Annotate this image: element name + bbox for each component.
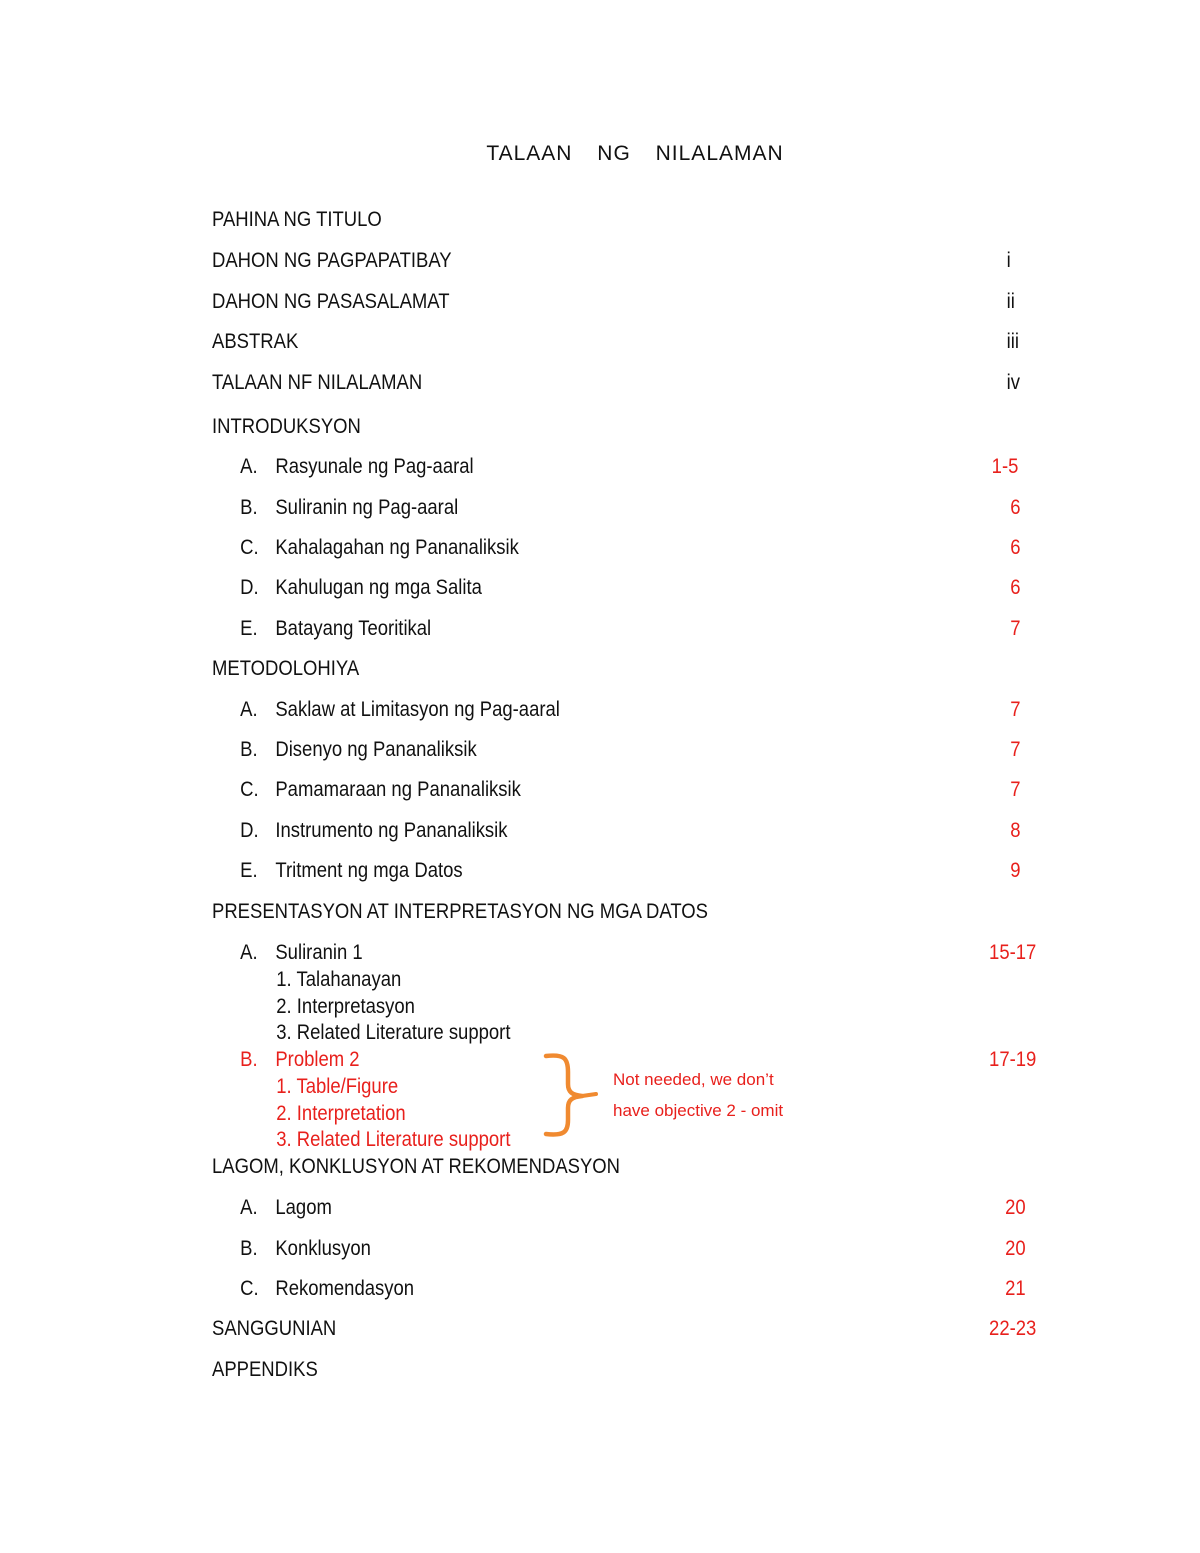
entry-label: TALAAN NF NILALAMAN: [212, 371, 423, 394]
toc-subsubentry-struck: 3. Related Literature support: [276, 1128, 511, 1151]
toc-subsubentry-struck: 2. Interpretation: [276, 1102, 406, 1125]
entry-page: ii: [1006, 290, 1015, 313]
annotation-note-line: Not needed, we don’t: [613, 1070, 774, 1089]
section-heading: LAGOM, KONKLUSYON AT REKOMENDASYON: [212, 1155, 621, 1178]
entry-page: iii: [1006, 330, 1019, 353]
toc-subentry: D. Kahulugan ng mga Salita 6: [240, 576, 1021, 599]
toc-subentry: A. Lagom 20: [240, 1196, 1026, 1219]
entry-label: ABSTRAK: [212, 330, 299, 353]
entry-page: i: [1006, 249, 1011, 272]
toc-entry: APPENDIKS: [212, 1358, 318, 1381]
toc-entry: SANGGUNIAN 22-23: [212, 1317, 1037, 1340]
toc-entry: [212, 249, 1011, 277]
toc-subentry-struck: B. Problem 2 17-19: [240, 1048, 1037, 1071]
entry-label: DAHON NG PASASALAMAT: [212, 290, 450, 313]
toc-subentry: C. Rekomendasyon 21: [240, 1277, 1026, 1300]
entry-label: DAHON NG PAGPAPATIBAY: [212, 249, 452, 272]
curly-brace-annotation: [538, 1050, 608, 1140]
toc-subentry: A. Rasyunale ng Pag-aaral 1-5: [240, 455, 1019, 478]
toc-entry: [212, 371, 1020, 399]
entry-label: PAHINA NG TITULO: [212, 208, 382, 231]
toc-entry: [212, 330, 1019, 358]
toc-subentry: A. Saklaw at Limitasyon ng Pag-aaral 7: [240, 698, 1021, 721]
annotation-note-line: have objective 2 - omit: [613, 1101, 784, 1120]
section-heading: INTRODUKSYON: [212, 415, 361, 438]
toc-subentry: B. Suliranin ng Pag-aaral 6: [240, 496, 1021, 519]
entry-page: iv: [1006, 371, 1020, 394]
toc-subentry: D. Instrumento ng Pananaliksik 8: [240, 819, 1021, 842]
toc-subentry: E. Batayang Teoritikal 7: [240, 617, 1021, 640]
toc-subentry: C. Kahalagahan ng Pananaliksik 6: [240, 536, 1021, 559]
toc-subsubentry: 1. Talahanayan: [276, 968, 402, 991]
toc-entry: [212, 290, 1015, 318]
toc-subentry: B. Konklusyon 20: [240, 1237, 1026, 1260]
toc-subentry: E. Tritment ng mga Datos 9: [240, 859, 1021, 882]
section-heading: PRESENTASYON AT INTERPRETASYON NG MGA DATOS: [212, 900, 708, 923]
toc-subsubentry-struck: 1. Table/Figure: [276, 1075, 399, 1098]
page-title: TALAAN NG NILALAMAN: [486, 142, 784, 165]
toc-subentry: A. Suliranin 1 15-17: [240, 941, 1037, 964]
section-heading: METODOLOHIYA: [212, 657, 360, 680]
toc-subsubentry: 2. Interpretasyon: [276, 995, 415, 1018]
toc-subentry: C. Pamamaraan ng Pananaliksik 7: [240, 778, 1021, 801]
toc-subsubentry: 3. Related Literature support: [276, 1021, 511, 1044]
toc-entry: [212, 208, 942, 236]
toc-subentry: B. Disenyo ng Pananaliksik 7: [240, 738, 1021, 761]
